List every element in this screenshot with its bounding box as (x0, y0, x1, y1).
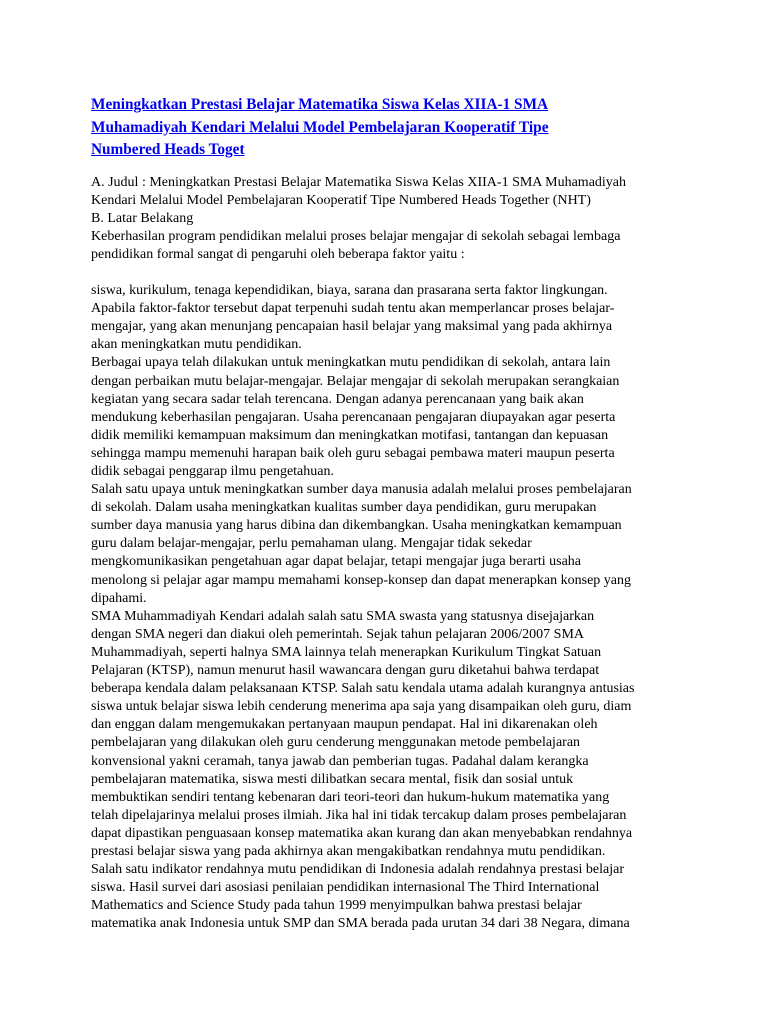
body-line: prestasi belajar siswa yang pada akhirnya akan mengakibatkan rendahnya mutu pendidikan. (91, 843, 606, 859)
document-title-link[interactable] (91, 94, 681, 162)
body-line: siswa untuk belajar siswa lebih cenderung menerima apa saja yang disampaikan oleh guru, diam (91, 699, 632, 715)
body-line: pendidikan formal sangat di pengaruhi oleh beberapa faktor yaitu : (91, 246, 465, 262)
body-line: telah dipelajarinya melalui proses ilmiah. Jika hal ini tidak tercakup dalam proses pembelajaran (91, 807, 627, 823)
body-line: kegiatan yang secara sadar telah terencana. Dengan adanya perencanaan yang baik akan (91, 391, 584, 407)
body-line: mengkomunikasikan pengetahuan agar dapat belajar, tetapi mengajar juga berarti usaha (91, 554, 582, 570)
body-line: pembelajaran matematika, siswa mesti dilibatkan secara mental, fisik dan sosial untuk (91, 771, 574, 787)
body-line: sehingga mampu memenuhi harapan baik oleh guru sebagai pembawa materi maupun peserta (91, 445, 615, 461)
body-line: guru dalam belajar-mengajar, perlu pemahaman ulang. Mengajar tidak sekedar (91, 536, 532, 552)
body-line: di sekolah. Dalam usaha meningkatkan kualitas sumber daya pendidikan, guru merupakan (91, 500, 597, 516)
body-line: dapat dipastikan penguasaan konsep matematika akan kurang dan akan menyebabkan rendahnya (91, 825, 633, 841)
body-line: beberapa kendala dalam pelaksanaan KTSP. Salah satu kendala utama adalah kurangnya antusias (91, 681, 635, 697)
body-line: Kendari Melalui Model Pembelajaran Kooperatif Tipe Numbered Heads Together (NHT) (91, 192, 591, 208)
document-body (91, 174, 681, 934)
body-line: Mathematics and Science Study pada tahun 1999 menyimpulkan bahwa prestasi belajar (91, 898, 582, 914)
body-line: matematika anak Indonesia untuk SMP dan SMA berada pada urutan 34 dari 38 Negara, dimana (91, 916, 630, 932)
paragraph-gap (91, 264, 681, 282)
body-line: akan meningkatkan mutu pendidikan. (91, 337, 302, 353)
body-line: Muhammadiyah, seperti halnya SMA lainnya telah menerapkan Kurikulum Tingkat Satuan (91, 644, 602, 660)
body-line: SMA Muhammadiyah Kendari adalah salah satu SMA swasta yang statusnya disejajarkan (91, 608, 595, 624)
body-paragraphs (91, 282, 681, 933)
title-line: Meningkatkan Prestasi Belajar Matematika Siswa Kelas XIIA-1 SMA (91, 96, 549, 113)
body-line: dengan SMA negeri dan diakui oleh pemerintah. Sejak tahun pelajaran 2006/2007 SMA (91, 626, 585, 642)
body-line: membuktikan sendiri tentang kebenaran dari teori-teori dan hukum-hukum matematika yang (91, 789, 610, 805)
body-line: sumber daya manusia yang harus dibina dan dikembangkan. Usaha meningkatkan kemampuan (91, 518, 622, 534)
body-line: dan enggan dalam mengemukakan pertanyaan maupun pendapat. Hal ini dikarenakan oleh (91, 717, 598, 733)
body-line: menolong si pelajar agar mampu memahami konsep-konsep dan dapat menerapkan konsep yang (91, 572, 631, 588)
body-line: Salah satu indikator rendahnya mutu pendidikan di Indonesia adalah rendahnya prestasi belajar (91, 862, 624, 878)
body-line: konvensional yakni ceramah, tanya jawab dan pemberian tugas. Padahal dalam kerangka (91, 753, 589, 769)
body-line: dengan perbaikan mutu belajar-mengajar. Belajar mengajar di sekolah merupakan serangkaian (91, 373, 620, 389)
title-line: Numbered Heads Toget (91, 141, 245, 158)
body-line: Pelajaran (KTSP), namun menurut hasil wawancara dengan guru diketahui bahwa terdapat (91, 663, 600, 679)
title-line: Muhamadiyah Kendari Melalui Model Pembelajaran Kooperatif Tipe (91, 118, 549, 136)
body-line: Berbagai upaya telah dilakukan untuk meningkatkan mutu pendidikan di sekolah, antara lain (91, 355, 611, 371)
body-line: Salah satu upaya untuk meningkatkan sumber daya manusia adalah melalui proses pembelajaran (91, 482, 632, 498)
section-heading: B. Latar Belakang (91, 210, 194, 226)
body-line: mengajar, yang akan menunjang pencapaian hasil belajar yang maksimal yang pada akhirnya (91, 319, 613, 335)
document-page (91, 94, 681, 933)
body-line: Keberhasilan program pendidikan melalui proses belajar mengajar di sekolah sebagai lembaga (91, 228, 621, 244)
body-line: Apabila faktor-faktor tersebut dapat terpenuhi sudah tentu akan memperlancar proses belajar- (91, 301, 615, 317)
body-line: didik memiliki kemampuan maksimum dan meningkatkan motifasi, tantangan dan kepuasan (91, 427, 609, 443)
body-line: didik sebagai penggarap ilmu pengetahuan. (91, 464, 334, 479)
body-line: pembelajaran yang dilakukan oleh guru cenderung menggunakan metode pembelajaran (91, 735, 581, 751)
body-line: mendukung keberhasilan pengajaran. Usaha perencanaan pengajaran diupayakan agar peserta (91, 409, 616, 425)
body-line: dipahami. (91, 590, 147, 606)
body-line: siswa. Hasil survei dari asosiasi penilaian pendidikan internasional The Third International (91, 880, 600, 896)
body-line: siswa, kurikulum, tenaga kependidikan, biaya, sarana dan prasarana serta faktor lingkungan. (91, 283, 608, 299)
body-line: A. Judul : Meningkatkan Prestasi Belajar Matematika Siswa Kelas XIIA-1 SMA Muhamadiyah (91, 174, 627, 190)
